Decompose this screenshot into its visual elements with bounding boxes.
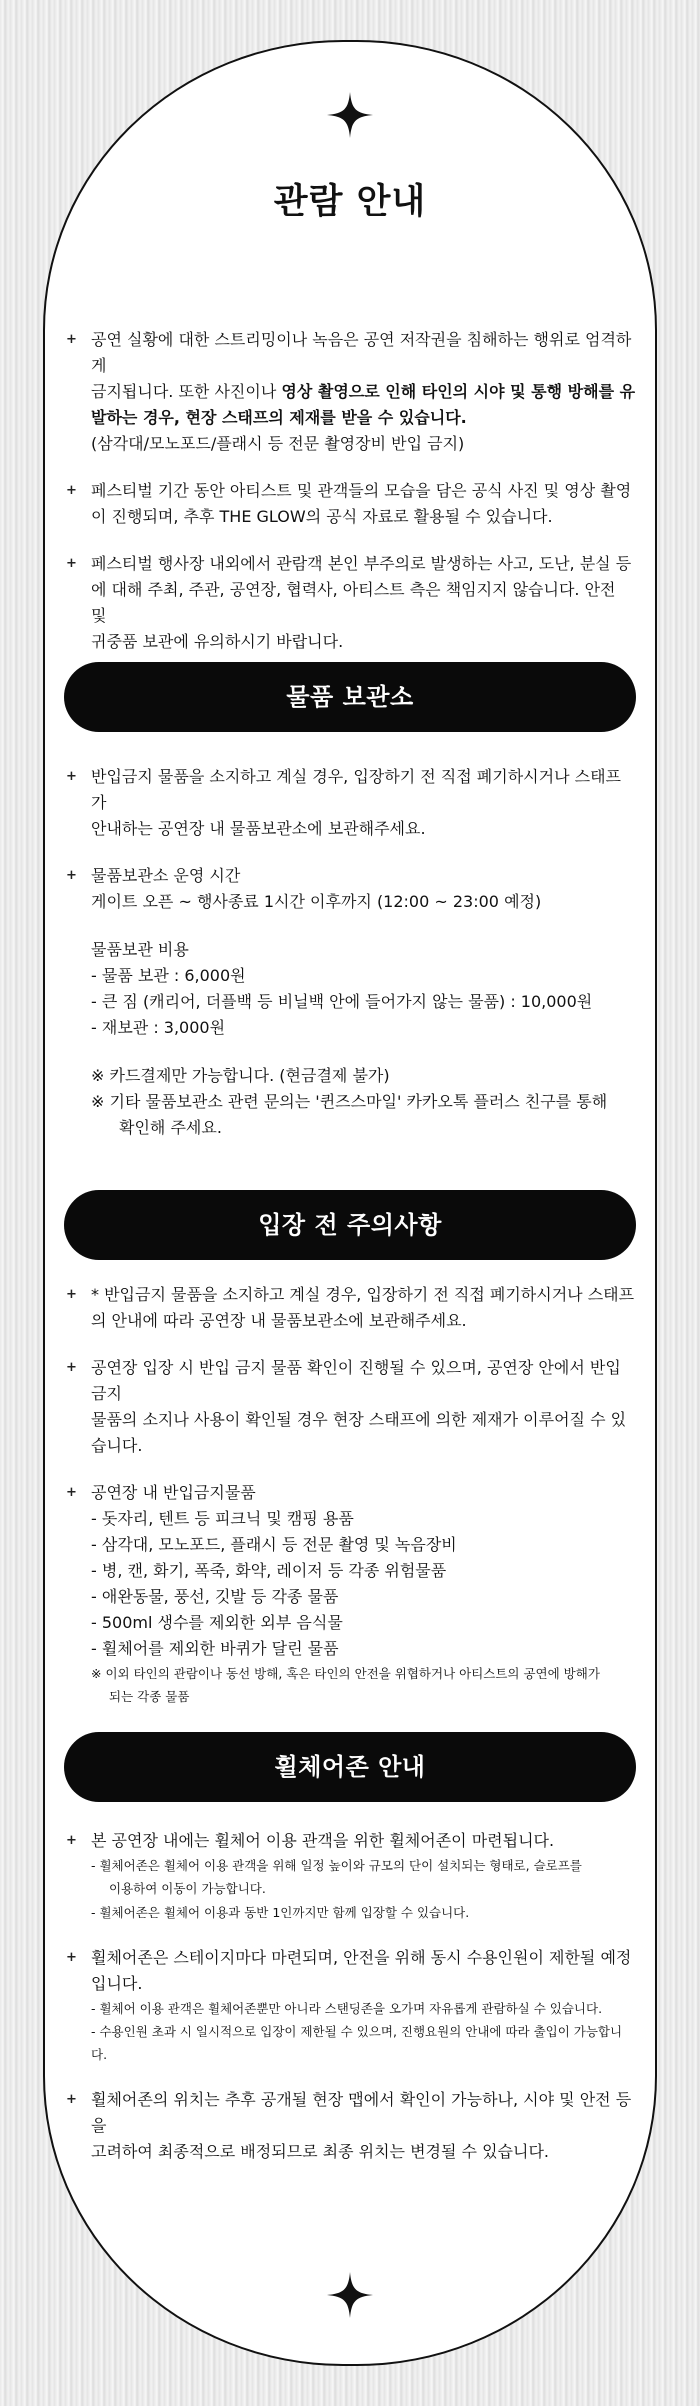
list-item: + 휠체어존은 스테이지마다 마련되며, 안전을 위해 동시 수용인원이 제한될 예정입니다. - 휠체어 이용 관객은 휠체어존뿐만 아니라 스탠딩존을 오가며 자유롭게 관람하실 수 있습니다. - 수용인원 초과 시 일시적으로 입장이 제한될 수 있으며, 진행요원의 안내에 따라 출입이 가능합니다. — [64, 1945, 636, 2066]
plus-bullet-icon: + — [66, 1950, 77, 1965]
list-item: + * 반입금지 물품을 소지하고 계실 경우, 입장하기 전 직접 폐기하시거나 스태프 의 안내에 따라 공연장 내 물품보관소에 보관해주세요. — [64, 1282, 636, 1334]
sparkle-star-icon — [327, 92, 373, 138]
text-line: 금지됩니다. 또한 사진이나 영상 촬영으로 인해 타인의 시야 및 통행 방해를 유 — [91, 382, 636, 401]
list-item: + 반입금지 물품을 소지하고 계실 경우, 입장하기 전 직접 폐기하시거나 스태프가 안내하는 공연장 내 물품보관소에 보관해주세요. — [64, 764, 636, 842]
prohibited-item: - 돗자리, 텐트 등 피크닉 및 캠핑 용품 — [91, 1509, 354, 1528]
viewing-guide-section — [64, 327, 636, 676]
list-item — [64, 327, 636, 457]
list-item — [64, 863, 636, 1141]
storage-section — [64, 764, 636, 1162]
plus-bullet-icon: + — [66, 2092, 77, 2107]
storage-hours-label: 물품보관소 운영 시간 — [91, 866, 241, 885]
prohibited-item: - 애완동물, 풍선, 깃발 등 각종 물품 — [91, 1587, 339, 1606]
section-heading-storage: 물품 보관소 — [64, 662, 636, 732]
list-item — [64, 551, 636, 655]
storage-hours-value: 게이트 오픈 ~ 행사종료 1시간 이후까지 (12:00 ~ 23:00 예정) — [91, 892, 542, 911]
plus-bullet-icon: + — [66, 1485, 77, 1500]
list-item: + 공연장 입장 시 반입 금지 물품 확인이 진행될 수 있으며, 공연장 안에서 반입금지 물품의 소지나 사용이 확인될 경우 현장 스태프에 의한 제재가 이루어질 수 있습니다. — [64, 1355, 636, 1459]
notice-card — [43, 40, 657, 2366]
text-line — [91, 405, 636, 431]
emphasis-text: 발하는 경우, 현장 스태프의 제재를 받을 수 있습니다. — [91, 408, 467, 427]
plus-bullet-icon: + — [66, 332, 77, 347]
storage-cost: - 재보관 : 3,000원 — [91, 1018, 226, 1037]
section-heading-entry: 입장 전 주의사항 — [64, 1190, 636, 1260]
payment-note: ※ 카드결제만 가능합니다. (현금결제 불가) — [91, 1066, 390, 1085]
text-line: 페스티벌 행사장 내외에서 관람객 본인 부주의로 발생하는 사고, 도난, 분실 등 — [91, 554, 632, 573]
entry-section — [64, 1282, 636, 1730]
plus-bullet-icon: + — [66, 483, 77, 498]
text-line: 공연 실황에 대한 스트리밍이나 녹음은 공연 저작권을 침해하는 행위로 엄격하게 — [91, 330, 632, 375]
prohibited-note-cont: 되는 각종 물품 — [109, 1689, 190, 1704]
prohibited-item: - 500ml 생수를 제외한 외부 음식물 — [91, 1613, 343, 1632]
wheelchair-section — [64, 1828, 636, 2186]
storage-cost: - 물품 보관 : 6,000원 — [91, 966, 246, 985]
list-item — [64, 478, 636, 530]
list-item: + 공연장 내 반입금지물품 - 돗자리, 텐트 등 피크닉 및 캠핑 용품 - 삼각대, 모노포드, 플래시 등 전문 촬영 및 녹음장비 - 병, 캔, 화기, 폭죽, 화약, 레이저 등 각종 위험물품 - 애완동물, 풍선, 깃발 등 각종 물품 - 500ml 생수를 제외한 외부 음식물 - 휠체어를 제외한 바퀴가 달린 물품 ※ 이외 타인의 관람이나 동선 방해, 혹은 타인의 안전을 위협하거나 아티스트의 공연에 방해가 되는 각종 물품 — [64, 1480, 636, 1709]
plus-bullet-icon: + — [66, 1360, 77, 1375]
text-line: (삼각대/모노포드/플래시 등 전문 촬영장비 반입 금지) — [91, 434, 465, 453]
emphasis-text: 영상 촬영으로 인해 타인의 시야 및 통행 방해를 유 — [281, 382, 636, 401]
sparkle-star-icon — [327, 2272, 373, 2318]
section-heading-wheelchair: 휠체어존 안내 — [64, 1732, 636, 1802]
plus-bullet-icon: + — [66, 769, 77, 784]
plus-bullet-icon: + — [66, 868, 77, 883]
prohibited-note: ※ 이외 타인의 관람이나 동선 방해, 혹은 타인의 안전을 위협하거나 아티스트의 공연에 방해가 — [91, 1666, 600, 1681]
prohibited-item: - 병, 캔, 화기, 폭죽, 화약, 레이저 등 각종 위험물품 — [91, 1561, 447, 1580]
text-line: 이 진행되며, 추후 THE GLOW의 공식 자료로 활용될 수 있습니다. — [91, 507, 553, 526]
text-line: 페스티벌 기간 동안 아티스트 및 관객들의 모습을 담은 공식 사진 및 영상 촬영 — [91, 481, 632, 500]
prohibited-item: - 휠체어를 제외한 바퀴가 달린 물품 — [91, 1639, 339, 1658]
prohibited-item: - 삼각대, 모노포드, 플래시 등 전문 촬영 및 녹음장비 — [91, 1535, 457, 1554]
inquiry-note-cont: 확인해 주세요. — [119, 1118, 222, 1137]
storage-cost: - 큰 짐 (캐리어, 더플백 등 비닐백 안에 들어가지 않는 물품) : 10,000원 — [91, 992, 593, 1011]
text-line: 귀중품 보관에 유의하시기 바랍니다. — [91, 632, 344, 651]
page-title: 관람 안내 — [273, 182, 427, 222]
inquiry-note: ※ 기타 물품보관소 관련 문의는 '퀸즈스마일' 카카오톡 플러스 친구를 통해 — [91, 1092, 608, 1111]
plus-bullet-icon: + — [66, 1833, 77, 1848]
list-item: + 본 공연장 내에는 휠체어 이용 관객을 위한 휠체어존이 마련됩니다. - 휠체어존은 휠체어 이용 관객을 위해 일정 높이와 규모의 단이 설치되는 형태로, 슬로프를 이용하여 이동이 가능합니다. - 휠체어존은 휠체어 이용과 동반 1인까지만 함께 입장할 수 있습니다. — [64, 1828, 636, 1924]
text-line: 에 대해 주최, 주관, 공연장, 협력사, 아티스트 측은 책임지지 않습니다. 안전 및 — [91, 580, 616, 625]
plus-bullet-icon: + — [66, 556, 77, 571]
storage-cost-label: 물품보관 비용 — [91, 940, 189, 959]
plus-bullet-icon: + — [66, 1287, 77, 1302]
list-item: + 휠체어존의 위치는 추후 공개될 현장 맵에서 확인이 가능하나, 시야 및 안전 등을 고려하여 최종적으로 배정되므로 최종 위치는 변경될 수 있습니다. — [64, 2087, 636, 2165]
